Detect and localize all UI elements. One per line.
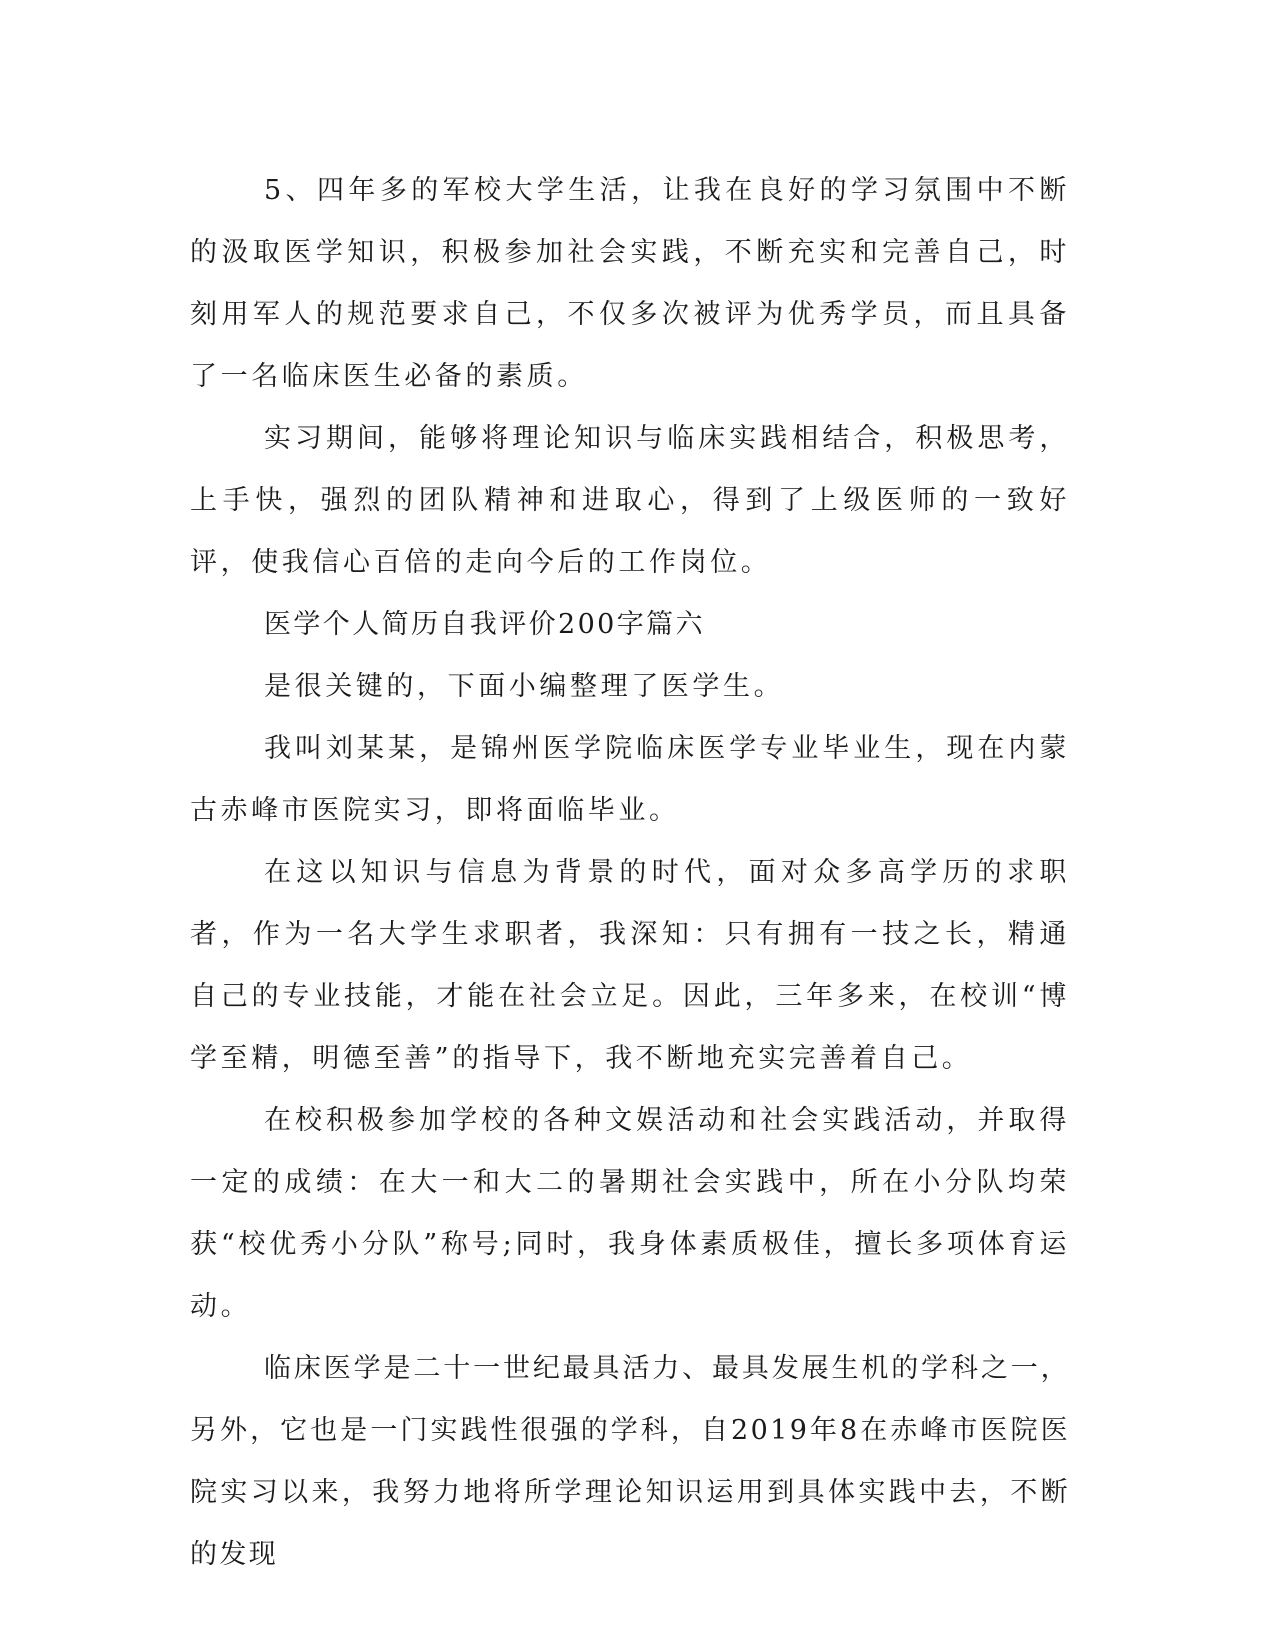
paragraph-era: 在这以知识与信息为背景的时代，面对众多高学历的求职者，作为一名大学生求职者，我深知：只有拥有一技之长，精通自己的专业技能，才能在社会立足。因此，三年多来，在校训“博学至精，明德至善”的指导下，我不断地充实完善着自己。 (190, 857, 1070, 1074)
paragraph-self-introduction: 我叫刘某某，是锦州医学院临床医学专业毕业生，现在内蒙古赤峰市医院实习，即将面临毕业。 (190, 733, 1070, 826)
paragraph-activities: 在校积极参加学校的各种文娱活动和社会实践活动，并取得一定的成绩：在大一和大二的暑期社会实践中，所在小分队均荣获“校优秀小分队”称号;同时，我身体素质极佳，擅长多项体育运动。 (190, 1105, 1070, 1322)
document-body (190, 160, 1070, 1586)
paragraph-internship: 实习期间，能够将理论知识与临床实践相结合，积极思考，上手快，强烈的团队精神和进取心，得到了上级医师的一致好评，使我信心百倍的走向今后的工作岗位。 (190, 423, 1070, 578)
paragraph-intro: 是很关键的，下面小编整理了医学生。 (264, 671, 785, 702)
paragraph-military-school: 5、四年多的军校大学生活，让我在良好的学习氛围中不断的汲取医学知识，积极参加社会实践，不断充实和完善自己，时刻用军人的规范要求自己，不仅多次被评为优秀学员，而且具备了一名临床医生必备的素质。 (190, 175, 1070, 392)
section-heading: 医学个人简历自我评价200字篇六 (264, 609, 705, 640)
paragraph-clinical-medicine: 临床医学是二十一世纪最具活力、最具发展生机的学科之一，另外，它也是一门实践性很强的学科，自2019年8在赤峰市医院医院实习以来，我努力地将所学理论知识运用到具体实践中去，不断的发现 (190, 1353, 1070, 1570)
